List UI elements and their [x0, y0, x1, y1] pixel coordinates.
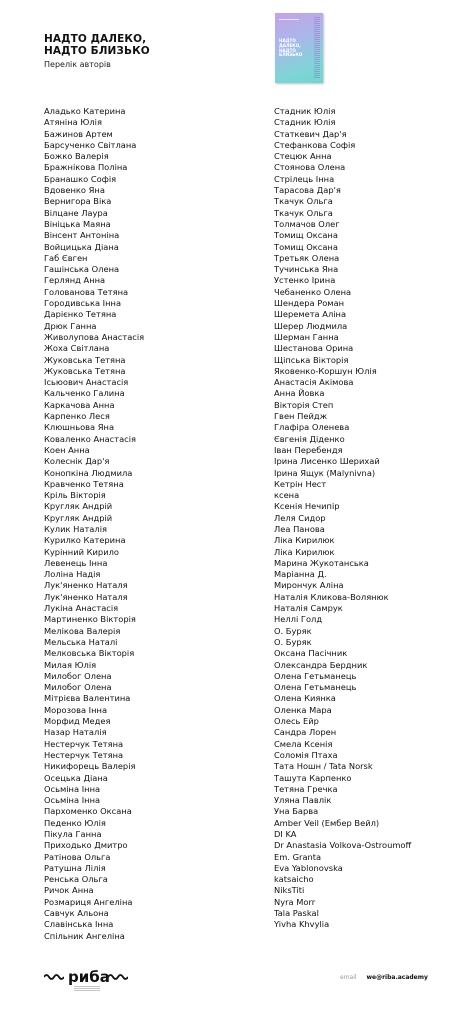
- author-name: Наталія Самрук: [274, 603, 343, 614]
- author-name: Морфид Медея: [44, 716, 111, 727]
- author-name: Уна Барва: [274, 806, 319, 817]
- author-name: Бранашко Софія: [44, 173, 117, 184]
- author-name: Соломія Птаха: [274, 749, 338, 760]
- author-name: Кальченко Галина: [44, 388, 125, 399]
- author-name: Смела Ксенія: [274, 738, 333, 749]
- cover-title: НАДТО ДАЛЕКО, НАДТО БЛИЗЬКО: [279, 38, 303, 58]
- author-name: Кравченко Тетяна: [44, 478, 124, 489]
- author-name: katsaicho: [274, 874, 314, 885]
- author-name: Осьміна Інна: [44, 795, 101, 806]
- author-name: Ратушна Лілія: [44, 862, 106, 873]
- author-name: Кріль Вікторія: [44, 490, 106, 501]
- author-name: Ірина Ящук (Malynivna): [274, 467, 376, 478]
- author-name: Осецька Діана: [44, 772, 108, 783]
- page-title-line-2: НАДТО БЛИЗЬКО: [44, 45, 150, 57]
- author-name: Славінська Інна: [44, 919, 114, 930]
- author-name: Гвен Пейдж: [274, 411, 328, 422]
- author-name: Конопкіна Людмила: [44, 467, 133, 478]
- author-name: Педенко Юлія: [44, 817, 106, 828]
- author-name: Вініцька Маяна: [44, 218, 111, 229]
- author-name: Стоянова Олена: [274, 162, 346, 173]
- author-name: Щіпська Вікторія: [274, 354, 349, 365]
- author-name: Yivha Khvylia: [274, 919, 330, 930]
- author-name: Никифорець Валерія: [44, 761, 136, 772]
- author-name: Нестерчук Тетяна: [44, 738, 124, 749]
- author-name: Курилко Катерина: [44, 535, 126, 546]
- author-name: Жоха Світлана: [44, 343, 110, 354]
- author-name: Устенко Ірина: [274, 275, 336, 286]
- author-name: Лук'яненко Наталя: [44, 580, 128, 591]
- author-name: Тарасова Дар'я: [274, 185, 341, 196]
- page-title-line-1: НАДТО ДАЛЕКО,: [44, 33, 147, 45]
- author-name: Шереметa Аліна: [274, 309, 347, 320]
- author-name: Лук'яненко Наталя: [44, 591, 128, 602]
- author-name: Пікула Ганна: [44, 829, 102, 839]
- author-name: О. Буряк: [274, 636, 312, 647]
- author-name: Мартиненко Вікторія: [44, 614, 136, 625]
- author-name: Савчук Альона: [44, 908, 109, 919]
- author-name: Мітрієва Валентина: [44, 693, 131, 704]
- author-name: Лоліна Надія: [44, 569, 101, 580]
- author-name: Марина Жукотанська: [274, 557, 369, 568]
- author-name: Вікторія Степ: [274, 399, 334, 410]
- wave-left-icon: [44, 973, 64, 981]
- author-name: Мелковська Вікторія: [44, 648, 135, 659]
- author-name: Яковенко-Коршун Юлія: [274, 365, 377, 376]
- author-name: Ташута Карпенко: [274, 772, 352, 783]
- author-name: Атяніна Юлія: [44, 117, 102, 128]
- author-name: Дарієнко Тетяна: [44, 309, 117, 320]
- author-name: Олена Гетьманець: [274, 670, 357, 681]
- author-name: Ратінова Ольга: [44, 851, 111, 862]
- author-name: Коваленко Анастасія: [44, 433, 137, 444]
- author-name: Голованова Тетяна: [44, 286, 129, 297]
- author-name: Стефанкова Софія: [274, 139, 356, 150]
- author-name: Городивська Інна: [44, 298, 122, 309]
- logo-text: риба: [68, 968, 110, 986]
- author-name: ксена: [274, 490, 300, 501]
- email-label: email: [340, 974, 357, 981]
- author-name: NiksTiti: [274, 885, 305, 896]
- author-name: Ричок Анна: [44, 885, 94, 896]
- author-name: Мелікова Валерія: [44, 625, 121, 636]
- author-name: Левенець Інна: [44, 557, 108, 568]
- book-cover-image: [275, 13, 323, 83]
- author-name: Розмариця Ангеліна: [44, 896, 133, 907]
- author-name: Мирончук Аліна: [274, 580, 344, 591]
- author-name: Стецюк Анна: [274, 151, 332, 162]
- author-name: Бражнікова Поліна: [44, 162, 128, 173]
- author-name: Карпенко Леся: [44, 411, 110, 422]
- author-name: Осьміна Інна: [44, 783, 101, 794]
- author-name: Сандра Лорен: [274, 727, 337, 738]
- author-name: Шестанова Орина: [274, 343, 354, 354]
- author-name: Неллі Голд: [274, 614, 323, 625]
- author-name: Нестерчук Тетяна: [44, 749, 124, 760]
- authors-list-left: [44, 106, 269, 942]
- author-name: Жуковська Тетяна: [44, 354, 126, 365]
- author-name: Леа Панова: [274, 523, 325, 534]
- author-name: Спільник Ангеліна: [44, 930, 125, 941]
- author-name: Amber Veil (Ембер Вейл): [274, 817, 380, 828]
- logo-subtext: [74, 986, 100, 992]
- author-name: Олесь Ейр: [274, 716, 319, 727]
- author-name: Олександра Бердник: [274, 659, 368, 670]
- author-name: Вдовенко Яна: [44, 185, 105, 196]
- author-name: Вернигора Віка: [44, 196, 112, 207]
- author-name: Божко Валерія: [44, 151, 109, 162]
- author-name: Статкевич Дар'я: [274, 128, 347, 139]
- author-name: Тата Ношн / Tata Norsk: [274, 761, 373, 772]
- author-name: Ліка Кирилюк: [274, 546, 335, 557]
- author-name: Милобог Олена: [44, 670, 112, 681]
- author-name: Колеснік Дар'я: [44, 456, 110, 467]
- author-name: Томищ Оксана: [274, 241, 338, 252]
- author-name: Лукіна Анастасія: [44, 603, 119, 614]
- author-name: Eva Yablonovska: [274, 862, 343, 873]
- author-name: Бажинов Артем: [44, 128, 113, 139]
- cover-text-lines: [314, 17, 320, 79]
- author-name: Євгенія Діденко: [274, 433, 345, 444]
- author-name: Жуковська Тетяна: [44, 365, 126, 376]
- wave-right-icon: [108, 973, 128, 981]
- author-name: Аладько Катерина: [44, 106, 126, 116]
- author-name: Коен Анна: [44, 444, 90, 455]
- author-name: Стрілець Інна: [274, 173, 335, 184]
- author-name: Наталія Кликова-Волянюк: [274, 591, 389, 602]
- author-name: Ісьюович Анастасія: [44, 377, 129, 388]
- author-name: Гашінська Олена: [44, 264, 120, 275]
- authors-list-right: [274, 106, 452, 931]
- author-name: Каркачова Анна: [44, 399, 115, 410]
- author-name: О. Буряк: [274, 625, 312, 636]
- author-name: Глафіра Оленева: [274, 422, 350, 433]
- author-name: Стадник Юлія: [274, 117, 336, 128]
- author-name: Оленка Мара: [274, 704, 332, 715]
- author-name: Тетяна Гречка: [274, 783, 338, 794]
- author-name: Морозова Інна: [44, 704, 108, 715]
- cover-decoration: [279, 19, 299, 20]
- author-name: Клюшньова Яна: [44, 422, 115, 433]
- author-name: Кругляк Андрій: [44, 512, 113, 523]
- author-name: Барсученко Світлана: [44, 139, 137, 150]
- author-name: Ірина Лисенко Шерихай: [274, 456, 380, 467]
- author-name: Оксана Пасічник: [274, 648, 348, 659]
- author-name: Маріанна Д.: [274, 569, 327, 580]
- author-name: Олена Киянка: [274, 693, 336, 704]
- author-name: Третьяк Олена: [274, 252, 340, 263]
- author-name: Ткачук Ольга: [274, 196, 333, 207]
- author-name: Nyra Morr: [274, 896, 316, 907]
- author-name: Герлянд Анна: [44, 275, 106, 286]
- author-name: Олена Гетьманець: [274, 682, 357, 693]
- author-name: Милобог Олена: [44, 682, 112, 693]
- author-name: Живолупова Анастасія: [44, 331, 145, 342]
- author-name: Іван Перебендя: [274, 444, 343, 455]
- author-name: Шерман Ганна: [274, 331, 339, 342]
- author-name: Уляна Павлік: [274, 795, 332, 806]
- author-name: Кругляк Андрій: [44, 501, 113, 512]
- author-name: Стадник Юлія: [274, 106, 336, 116]
- page-header: [44, 33, 244, 70]
- author-name: DI KA: [274, 829, 297, 839]
- author-name: Чебаненко Олена: [274, 286, 352, 297]
- author-name: Назар Наталія: [44, 727, 107, 738]
- author-name: Кетрін Нест: [274, 478, 327, 489]
- author-name: Дрюк Ганна: [44, 320, 97, 331]
- author-name: Пархоменко Оксана: [44, 806, 132, 817]
- author-name: Анастасія Акімова: [274, 377, 354, 388]
- riba-logo[interactable]: [44, 967, 134, 995]
- author-name: Кулик Наталія: [44, 523, 107, 534]
- author-name: Леля Сидор: [274, 512, 326, 523]
- author-name: Вілцане Лаура: [44, 207, 108, 218]
- author-name: Tala Paskal: [274, 908, 319, 919]
- email-link[interactable]: we@riba.academy: [366, 974, 428, 981]
- author-name: Томищ Оксана: [274, 230, 338, 241]
- author-name: Шерер Людмила: [274, 320, 348, 331]
- author-name: Анна Йовка: [274, 388, 325, 399]
- author-name: Курінний Кирило: [44, 546, 119, 557]
- author-name: Ксенія Нечипір: [274, 501, 340, 512]
- author-name: Милая Юлія: [44, 659, 97, 670]
- author-name: Ліка Кирилюк: [274, 535, 335, 546]
- author-name: Вінсент Антоніна: [44, 230, 120, 241]
- author-name: Толмачов Олег: [274, 218, 340, 229]
- author-name: Шендера Роман: [274, 298, 345, 309]
- author-name: Ренська Ольга: [44, 874, 108, 885]
- author-name: Ткачук Ольга: [274, 207, 333, 218]
- footer-contact: [340, 974, 428, 982]
- author-name: Dr Anastasia Volkova-Ostroumoff: [274, 840, 412, 851]
- author-name: Мельська Наталі: [44, 636, 118, 647]
- author-name: Тучинська Яна: [274, 264, 339, 275]
- author-name: Войцицька Діана: [44, 241, 119, 252]
- page-subtitle: Перелік авторів: [44, 60, 111, 69]
- author-name: Приходько Дмитро: [44, 840, 128, 851]
- author-name: Em. Granta: [274, 851, 322, 862]
- author-name: Габ Євген: [44, 252, 88, 263]
